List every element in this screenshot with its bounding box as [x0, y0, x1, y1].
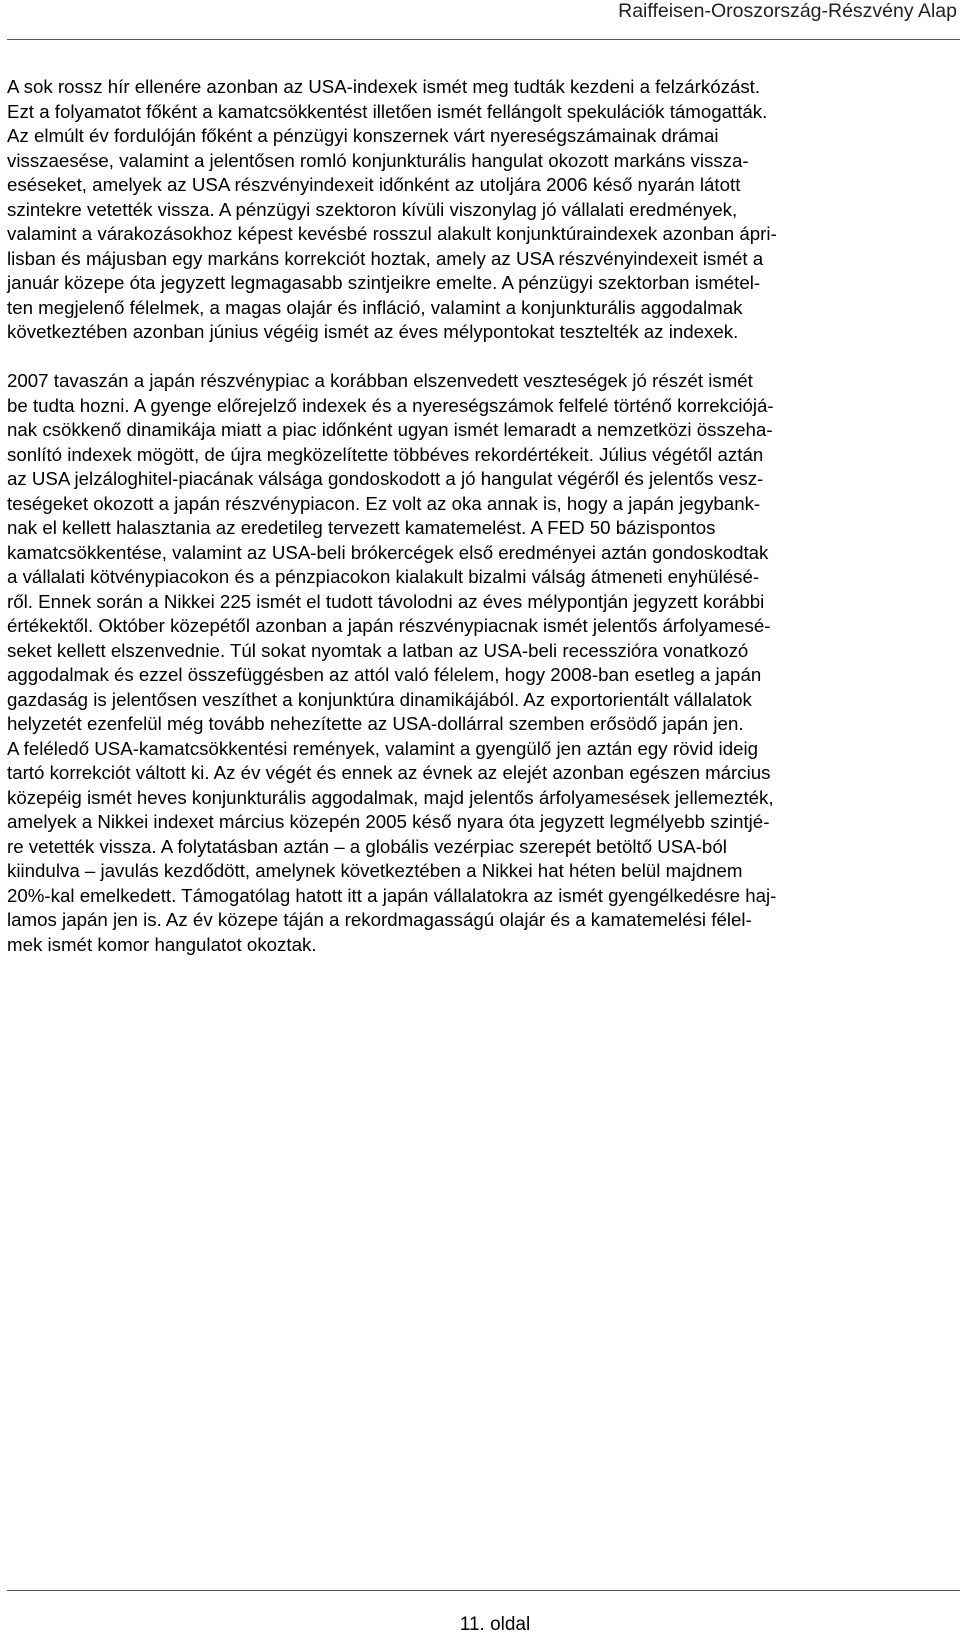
text-line: tartó korrekciót váltott ki. Az év végét és ennek az évnek az elejét azonban egészen március	[7, 762, 771, 783]
text-line: értékektől. Október közepétől azonban a japán részvénypiacnak ismét jelentős árfolyamesé-	[7, 615, 771, 636]
text-line: szintekre vetették vissza. A pénzügyi szektoron kívüli viszonylag jó vállalati eredmények,	[7, 198, 738, 220]
text-line: 2007 tavaszán a japán részvénypiac a korábban elszenvedett veszteségek jó részét ismét	[7, 370, 753, 391]
header-divider	[7, 39, 960, 40]
text-line: sonlító indexek mögött, de újra megközelítette többéves rekordértékeit. Július végétől aztán	[7, 443, 764, 465]
page-number: 11. oldal	[459, 1614, 531, 1635]
text-line: visszaesése, valamint a jelentősen romló konjunkturális hangulat okozott markáns vissza-	[7, 149, 749, 171]
text-line: valamint a várakozásokhoz képest kevésbé rosszul alakult konjunktúraindexek azonban ápri-	[7, 223, 777, 244]
text-line: lisban és májusban egy markáns korrekciót hoztak, amely az USA részvényindexeit ismét a	[7, 247, 764, 269]
text-line: nak csökkenő dinamikája miatt a piac időnként ugyan ismét lemaradt a nemzetközi összeha-	[7, 419, 773, 440]
text-line: teségeket okozott a japán részvénypiacon. Ez volt az oka annak is, hogy a japán jegybank-	[7, 492, 761, 514]
document-body	[7, 75, 957, 957]
text-line: helyzetét ezenfelül még tovább nehezítette az USA-dollárral szemben erősödő japán jen.	[7, 713, 744, 734]
footer-divider	[7, 1590, 960, 1591]
text-line: A sok rossz hír ellenére azonban az USA-indexek ismét meg tudták kezdeni a felzárkózást.	[7, 76, 761, 97]
document-title: Raiffeisen-Oroszország-Részvény Alap	[618, 0, 957, 22]
paragraph-us-markets	[7, 75, 957, 345]
text-line: az USA jelzáloghitel-piacának válsága gondoskodott a jó hangulat végéről és jelentős vesz-	[7, 468, 764, 489]
text-line: kamatcsökkentése, valamint az USA-beli brókercégek első eredményei aztán gondoskodtak	[7, 541, 769, 563]
text-line: A feléledő USA-kamatcsökkentési remények, valamint a gyengülő jen aztán egy rövid ideig	[7, 737, 759, 759]
text-line: gazdaság is jelentősen veszíthet a konjunktúra dinamikájából. Az exportorientált vállalatok	[7, 688, 752, 710]
text-line: a vállalati kötvénypiacokon és a pénzpiacokon kialakult bizalmi válság átmeneti enyhülésé-	[7, 566, 760, 587]
text-line: kiindulva – javulás kezdődött, amelynek következtében a Nikkei hat héten belül majdnem	[7, 860, 743, 881]
text-line: re vetették vissza. A folytatásban aztán – a globális vezérpiac szerepét betöltő USA-ból	[7, 835, 727, 857]
text-line: aggodalmak és ezzel összefüggésben az attól való félelem, hogy 2008-ban esetleg a japán	[7, 664, 762, 685]
text-line: lamos japán jen is. Az év közepe táján a rekordmagasságú olajár és a kamatemelési félel-	[7, 909, 752, 930]
text-line: ről. Ennek során a Nikkei 225 ismét el tudott távolodni az éves mélypontján jegyzett korábbi	[7, 590, 765, 612]
page-header	[0, 0, 960, 50]
text-line: Az elmúlt év fordulóján főként a pénzügyi konszernek várt nyereségszámainak drámai	[7, 125, 719, 146]
paragraph-japan-market	[7, 369, 957, 957]
text-line: eséseket, amelyek az USA részvényindexeit időnként az utoljára 2006 késő nyarán látott	[7, 174, 741, 195]
text-line: nak el kellett halasztania az eredetileg tervezett kamatemelést. A FED 50 bázispontos	[7, 517, 716, 538]
text-line: következtében azonban június végéig ismét az éves mélypontokat tesztelték az indexek.	[7, 321, 739, 342]
text-line: amelyek a Nikkei indexet március közepén 2005 késő nyara óta jegyzett legmélyebb szintjé-	[7, 811, 770, 832]
text-line: be tudta hozni. A gyenge előrejelző indexek és a nyereségszámok felfelé történő korrekciójá-	[7, 394, 774, 416]
text-line: 20%-kal emelkedett. Támogatólag hatott itt a japán vállalatokra az ismét gyengélkedésre haj-	[7, 884, 777, 906]
text-line: január közepe óta jegyzett legmagasabb szintjeikre emelte. A pénzügyi szektorban ismétel-	[7, 272, 761, 293]
text-line: Ezt a folyamatot főként a kamatcsökkentést illetően ismét fellángolt spekulációk támogatták.	[7, 100, 768, 122]
text-line: mek ismét komor hangulatot okoztak.	[7, 933, 317, 955]
text-line: seket kellett elszenvednie. Túl sokat nyomtak a latban az USA-beli recesszióra vonatkozó	[7, 639, 749, 661]
text-line: ten megjelenő félelmek, a magas olajár és infláció, valamint a konjunkturális aggodalmak	[7, 296, 743, 318]
text-line: közepéig ismét heves konjunkturális aggodalmak, majd jelentős árfolyamesések jellemezték,	[7, 786, 774, 808]
